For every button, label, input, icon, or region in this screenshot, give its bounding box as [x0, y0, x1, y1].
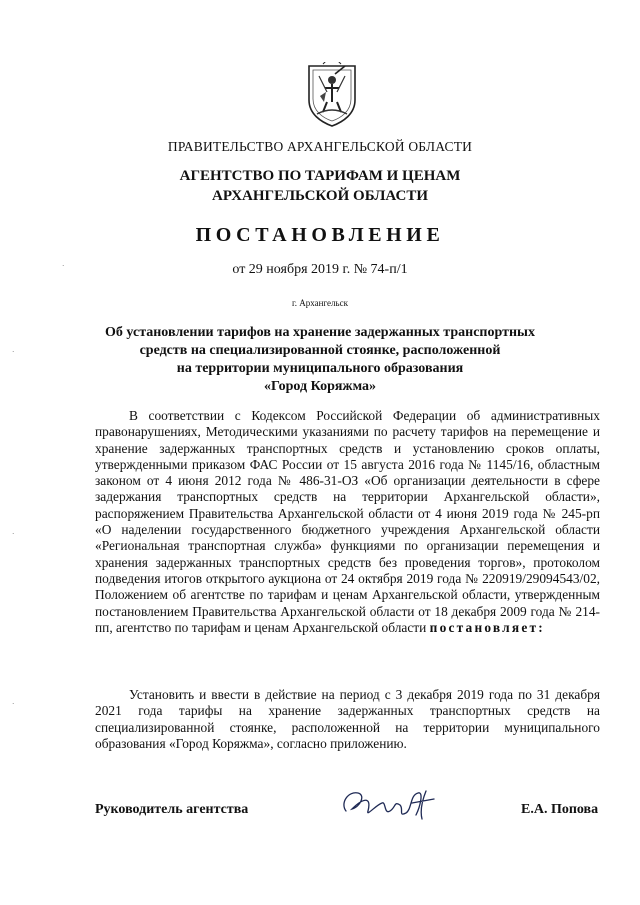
title-line3: на территории муниципального образования	[176, 361, 464, 376]
scan-mark: ·	[12, 530, 15, 538]
handwritten-signature	[338, 785, 448, 825]
document-date-number: от 29 ноября 2019 г. № 74-п/1	[232, 262, 408, 277]
coat-of-arms-icon	[305, 62, 359, 128]
signatory-position: Руководитель агентства	[95, 802, 249, 817]
title-line4: «Город Коряжма»	[263, 379, 377, 394]
signatory-name: Е.А. Попова	[521, 802, 599, 817]
scan-mark: ·	[62, 262, 65, 270]
document-title	[0, 324, 640, 396]
scan-mark: ·	[12, 348, 15, 356]
agency-name	[0, 166, 640, 206]
scan-mark: ·	[12, 700, 15, 708]
agency-name-line1: АГЕНТСТВО ПО ТАРИФАМ И ЦЕНАМ	[179, 168, 461, 184]
title-line1: Об установлении тарифов на хранение задержанных транспортных	[105, 325, 535, 340]
resolves-keyword: постановляет:	[429, 619, 545, 635]
government-name: ПРАВИТЕЛЬСТВО АРХАНГЕЛЬСКОЙ ОБЛАСТИ	[167, 139, 473, 154]
document-city: г. Архангельск	[292, 298, 348, 308]
title-line2: средств на специализированной стоянке, расположенной	[139, 343, 501, 358]
body-paragraph-2: Установить и ввести в действие на период с 3 декабря 2019 года по 31 декабря 2021 года тарифы на хранение задержанных транспортных средств на специализированной стоянке, расположенной на территории муниципального образования «Город Коряжма», согласно приложению.	[95, 687, 600, 751]
body-paragraph-1	[95, 408, 600, 636]
agency-name-line2: АРХАНГЕЛЬСКОЙ ОБЛАСТИ	[212, 188, 428, 204]
paragraph-1-text: В соответствии с Кодексом Российской Федерации об административных правонарушениях, Методическими указаниями по расчету тарифов на перемещение и хранение задержанных транспортных средств и установлению сроков оплаты, утвержденными приказом ФАС России от 15 августа 2016 года № 1145/16, областным законом от 4 июня 2012 года № 486-31-ОЗ «Об организации деятельности в сфере задержания транспортных средств на территории Архангельской области», распоряжением Правительства Архангельской области от 4 июня 2019 года № 245-рп «О наделении государственного бюджетного учреждения Архангельской области «Региональная транспортная служба» функциями по организации перемещения и хранения задержанных транспортных средств без проведения торгов», протоколом подведения итогов открытого аукциона от 24 октября 2019 года № 220919/29094543/02, Положением об агентстве по тарифам и ценам Архангельской области, утвержденным постановлением Правительства Архангельской области от 18 декабря 2009 года № 214-пп, агентство по тарифам и ценам Архангельской области	[95, 408, 600, 635]
document-type: ПОСТАНОВЛЕНИЕ	[195, 224, 445, 246]
